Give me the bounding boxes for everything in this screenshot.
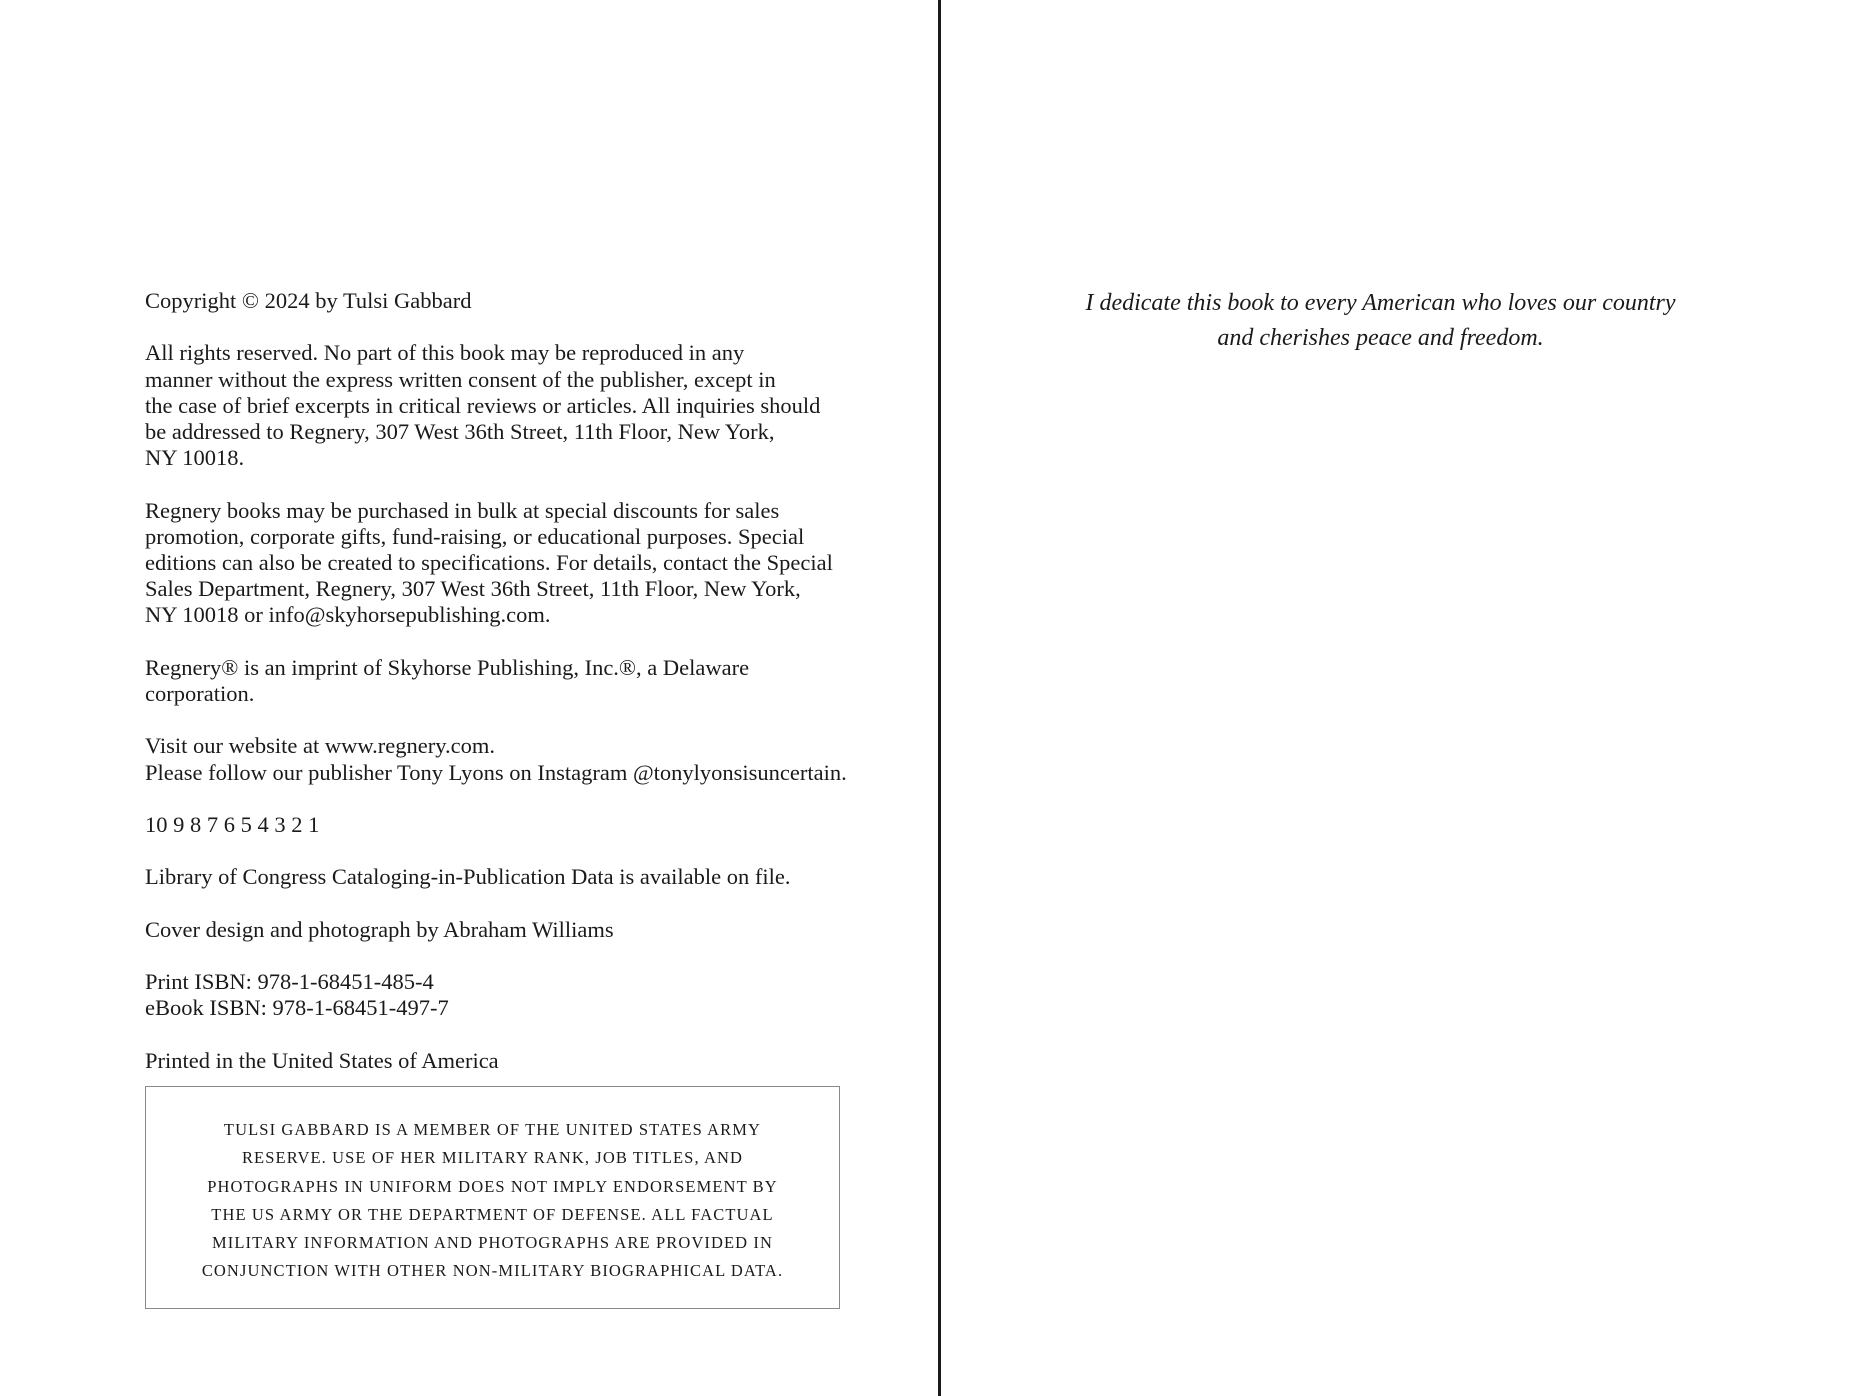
dedication-line: and cherishes peace and freedom. [1217, 325, 1544, 351]
rights-line: be addressed to Regnery, 307 West 36th Street, 11th Floor, New York, [145, 419, 775, 444]
isbn-paragraph [145, 969, 855, 1021]
cover-credit-line: Cover design and photograph by Abraham Williams [145, 916, 614, 942]
disclaimer-line: RESERVE. USE OF HER MILITARY RANK, JOB TITLES, AND [241, 1148, 744, 1168]
dedication-page [943, 0, 1862, 1396]
rights-line: NY 10018. [145, 445, 245, 471]
bulk-sales-line: NY 10018 or info@skyhorsepublishing.com. [145, 602, 551, 628]
copyright-text-block [145, 288, 855, 1100]
instagram-line: Please follow our publisher Tony Lyons on Instagram @tonylyonsisuncertain. [145, 759, 847, 785]
disclaimer-line: CONJUNCTION WITH OTHER NON-MILITARY BIOGRAPHICAL DATA. [201, 1261, 784, 1281]
dedication-text [943, 286, 1818, 356]
bulk-sales-paragraph [145, 498, 855, 629]
copyright-line: Copyright © 2024 by Tulsi Gabbard [145, 288, 472, 313]
print-isbn: Print ISBN: 978-1-68451-485-4 [145, 969, 434, 995]
website-line: Visit our website at www.regnery.com. [145, 733, 496, 759]
rights-line: the case of brief excerpts in critical reviews or articles. All inquiries should [145, 392, 821, 418]
printing-line: 10 9 8 7 6 5 4 3 2 1 [145, 811, 320, 837]
bulk-sales-line: Sales Department, Regnery, 307 West 36th Street, 11th Floor, New York, [145, 576, 801, 602]
bulk-sales-line: promotion, corporate gifts, fund-raising, or educational purposes. Special [145, 523, 805, 549]
cataloging-line: Library of Congress Cataloging-in-Publication Data is available on file. [145, 864, 791, 890]
imprint-line: Regnery® is an imprint of Skyhorse Publishing, Inc.®, a Delaware corporation. [145, 654, 750, 706]
rights-paragraph [145, 340, 855, 471]
dedication-line: I dedicate this book to every American who loves our country [1085, 290, 1676, 316]
website-paragraph [145, 733, 855, 785]
disclaimer-line: PHOTOGRAPHS IN UNIFORM DOES NOT IMPLY ENDORSEMENT BY [207, 1176, 778, 1196]
disclaimer-line: THE US ARMY OR THE DEPARTMENT OF DEFENSE. ALL FACTUAL [211, 1204, 774, 1224]
rights-line: All rights reserved. No part of this book may be reproduced in any [145, 340, 745, 366]
disclaimer-line: TULSI GABBARD IS A MEMBER OF THE UNITED STATES ARMY [223, 1120, 762, 1139]
printed-in-line: Printed in the United States of America [145, 1047, 499, 1073]
rights-line: manner without the express written consent of the publisher, except in [145, 366, 776, 392]
disclaimer-line: MILITARY INFORMATION AND PHOTOGRAPHS ARE PROVIDED IN [212, 1233, 773, 1253]
military-disclaimer-box [145, 1086, 840, 1309]
bulk-sales-line: Regnery books may be purchased in bulk at special discounts for sales [145, 497, 780, 523]
page-divider [938, 0, 941, 1396]
bulk-sales-line: editions can also be created to specifications. For details, contact the Special [145, 550, 833, 575]
ebook-isbn: eBook ISBN: 978-1-68451-497-7 [145, 995, 449, 1021]
